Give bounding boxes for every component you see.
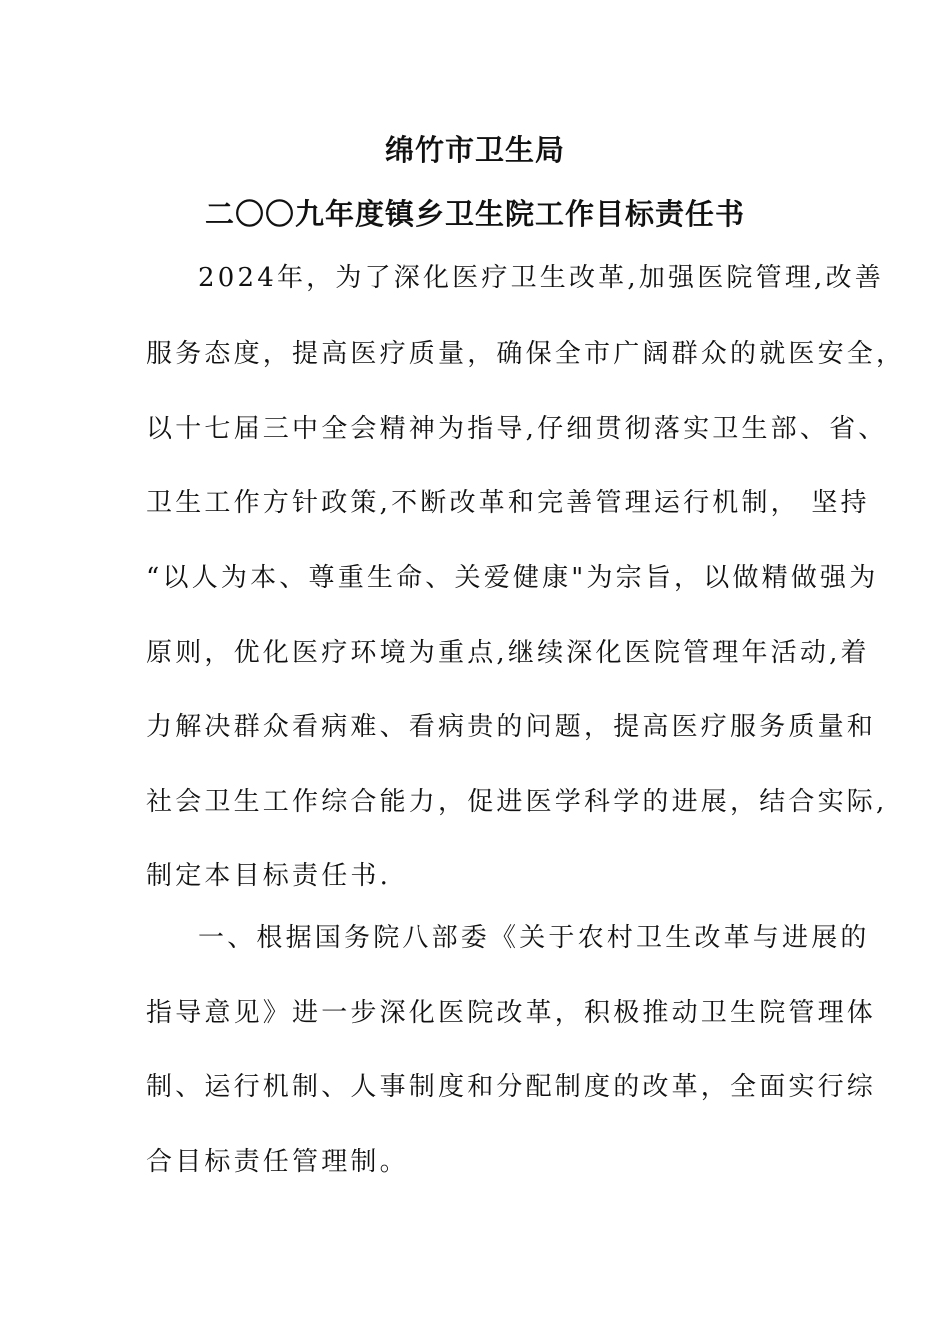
body-line-7: 力解决群众看病难、看病贵的问题，提高医疗服务质量和 (146, 712, 877, 742)
body-line-3: 以十七届三中全会精神为指导,仔细贯彻落实卫生部、省、 (146, 414, 888, 444)
body-line-5: “以人为本、尊重生命、关爱健康"为宗旨，以做精做强为 (146, 563, 879, 593)
body-line-8: 社会卫生工作综合能力，促进医学科学的进展，结合实际, (146, 787, 888, 817)
body-line-2: 服务态度，提高医疗质量，确保全市广阔群众的就医安全， (146, 339, 906, 369)
body-line-9: 制定本目标责任书. (146, 861, 392, 891)
section-1-line-2: 指导意见》进一步深化医院改革，积极推动卫生院管理体 (146, 998, 877, 1028)
body-line-1: 2024年，为了深化医疗卫生改革,加强医院管理,改善 (198, 263, 884, 293)
section-1-line-1: 一、根据国务院八部委《关于农村卫生改革与进展的 (198, 923, 870, 953)
section-1-line-3: 制、运行机制、人事制度和分配制度的改革，全面实行综 (146, 1072, 877, 1102)
section-1-line-4: 合目标责任管理制。 (146, 1147, 409, 1177)
document-title-issuer: 绵竹市卫生局 (384, 133, 565, 167)
body-line-6: 原则，优化医疗环境为重点,继续深化医院管理年活动,着 (146, 638, 870, 668)
body-line-4: 卫生工作方针政策,不断改革和完善管理运行机制， 坚持 (146, 488, 870, 518)
document-title-main: 二〇〇九年度镇乡卫生院工作目标责任书 (204, 197, 745, 231)
